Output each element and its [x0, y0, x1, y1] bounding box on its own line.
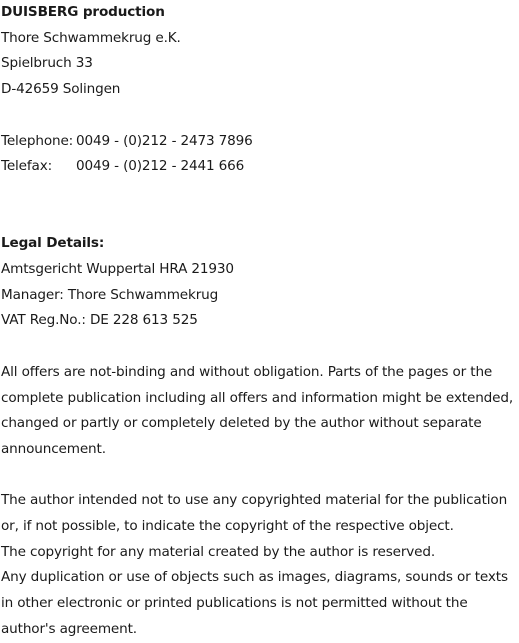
legal-vat: VAT Reg.No.: DE 228 613 525 [1, 312, 198, 329]
telefax-value: 0049 - (0)212 - 2441 666 [76, 158, 245, 175]
company-street: Spielbruch 33 [1, 55, 93, 72]
legal-manager: Manager: Thore Schwammekrug [1, 286, 219, 303]
spacer [1, 334, 519, 360]
company-owner: Thore Schwammekrug e.K. [1, 29, 181, 46]
company-name: DUISBERG production [1, 4, 165, 20]
copyright-paragraph-2: The copyright for any material created by the author is reserved. [1, 543, 436, 560]
telephone-row [1, 129, 519, 155]
spacer [1, 463, 519, 489]
legal-court: Amtsgericht Wuppertal HRA 21930 [1, 261, 234, 277]
spacer [1, 103, 519, 129]
telephone-value: 0049 - (0)212 - 2473 7896 [76, 132, 253, 149]
company-city: D-42659 Solingen [1, 81, 121, 98]
copyright-paragraph-3: Any duplication or use of objects such as images, diagrams, sounds or texts in other electronic or printed publications is not permitted without the author's agreement. [1, 569, 508, 637]
telephone-label: Telephone: [1, 132, 74, 149]
telefax-row [1, 154, 519, 180]
copyright-paragraph-1: The author intended not to use any copyrighted material for the publication or, if not possible, to indicate the copyright of the respective object. [1, 492, 508, 534]
spacer [1, 180, 519, 231]
legal-heading: Legal Details: [1, 235, 105, 252]
offers-paragraph: All offers are not-binding and without obligation. Parts of the pages or the complete publication including all offers and information might be extended, changed or partly or completely deleted by the author without separate announcement. [1, 363, 514, 457]
telefax-label: Telefax: [1, 158, 53, 175]
